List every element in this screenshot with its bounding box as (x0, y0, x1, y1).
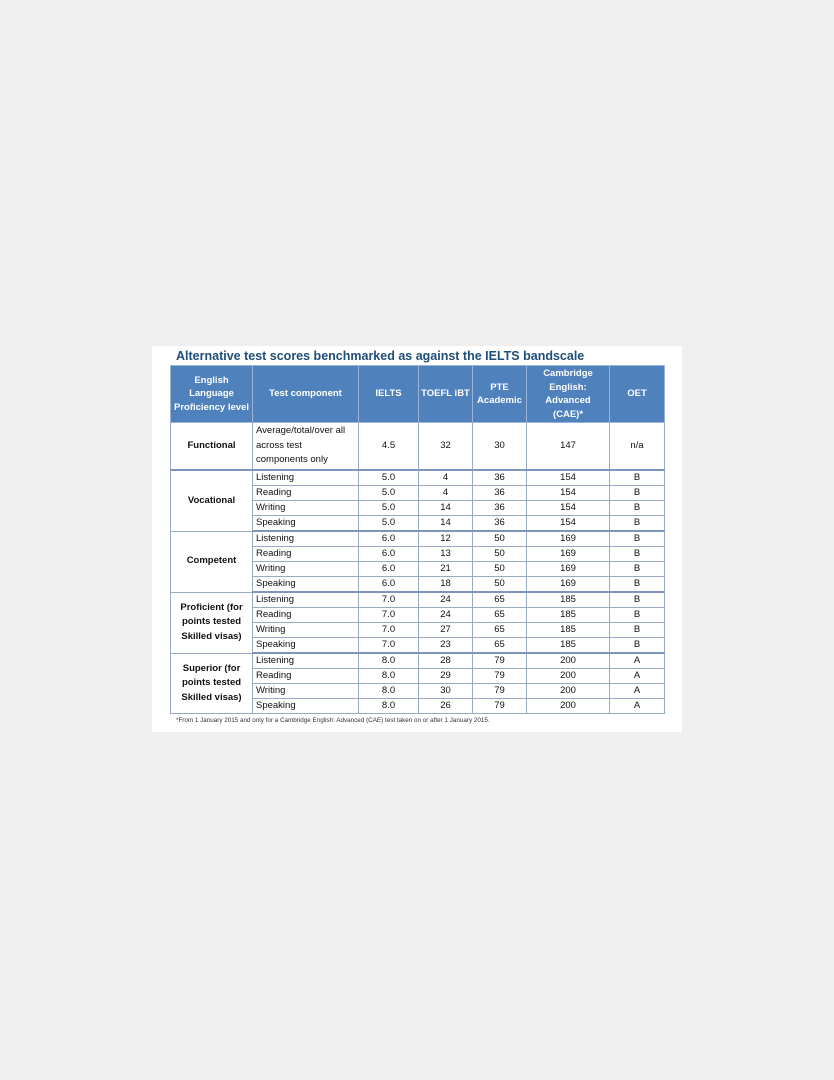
level-cell: Vocational (171, 470, 253, 531)
ielts-cell: 5.0 (359, 516, 419, 532)
cae-cell: 185 (527, 638, 610, 654)
header-oet: OET (610, 366, 665, 423)
ielts-cell: 8.0 (359, 684, 419, 699)
oet-cell: B (610, 623, 665, 638)
header-pte: PTE Academic (473, 366, 527, 423)
toefl-cell: 28 (419, 653, 473, 669)
pte-cell: 50 (473, 547, 527, 562)
ielts-cell: 8.0 (359, 669, 419, 684)
table-title: Alternative test scores benchmarked as against the IELTS bandscale (176, 349, 585, 363)
ielts-cell: 5.0 (359, 486, 419, 501)
table-row (171, 470, 665, 486)
oet-cell: B (610, 608, 665, 623)
pte-cell: 50 (473, 531, 527, 547)
header-cae: Cambridge English: Advanced (CAE)* (527, 366, 610, 423)
toefl-cell: 14 (419, 516, 473, 532)
oet-cell: A (610, 653, 665, 669)
pte-cell: 36 (473, 470, 527, 486)
ielts-cell: 6.0 (359, 531, 419, 547)
cae-cell: 154 (527, 486, 610, 501)
oet-cell: B (610, 562, 665, 577)
footnote: *From 1 January 2015 and only for a Cambridge English: Advanced (CAE) test taken on or after 1 January 2015. (176, 717, 490, 724)
ielts-cell: 8.0 (359, 653, 419, 669)
ielts-cell: 6.0 (359, 562, 419, 577)
level-cell: Superior (for points tested Skilled visas) (171, 653, 253, 714)
ielts-cell: 5.0 (359, 501, 419, 516)
cae-cell: 169 (527, 562, 610, 577)
oet-cell: B (610, 577, 665, 593)
component-cell: Speaking (253, 699, 359, 714)
component-cell: Speaking (253, 638, 359, 654)
cae-cell: 154 (527, 501, 610, 516)
component-cell: Reading (253, 608, 359, 623)
pte-cell: 79 (473, 699, 527, 714)
toefl-cell: 21 (419, 562, 473, 577)
toefl-cell: 23 (419, 638, 473, 654)
pte-cell: 50 (473, 562, 527, 577)
ielts-cell: 6.0 (359, 547, 419, 562)
ielts-cell: 7.0 (359, 638, 419, 654)
oet-cell: A (610, 684, 665, 699)
toefl-cell: 32 (419, 423, 473, 471)
table-row (171, 653, 665, 669)
ielts-cell: 8.0 (359, 699, 419, 714)
level-cell: Competent (171, 531, 253, 592)
ielts-cell: 7.0 (359, 623, 419, 638)
ielts-cell: 4.5 (359, 423, 419, 471)
cae-cell: 169 (527, 531, 610, 547)
header-ielts: IELTS (359, 366, 419, 423)
toefl-cell: 29 (419, 669, 473, 684)
toefl-cell: 27 (419, 623, 473, 638)
document-card (152, 346, 682, 732)
header-level: English Language Proficiency level (171, 366, 253, 423)
ielts-cell: 5.0 (359, 470, 419, 486)
pte-cell: 65 (473, 638, 527, 654)
component-cell: Writing (253, 684, 359, 699)
level-cell: Functional (171, 423, 253, 471)
oet-cell: B (610, 547, 665, 562)
cae-cell: 185 (527, 592, 610, 608)
toefl-cell: 4 (419, 470, 473, 486)
toefl-cell: 13 (419, 547, 473, 562)
cae-cell: 154 (527, 516, 610, 532)
cae-cell: 147 (527, 423, 610, 471)
component-cell: Writing (253, 623, 359, 638)
component-cell: Reading (253, 669, 359, 684)
toefl-cell: 26 (419, 699, 473, 714)
level-cell: Proficient (for points tested Skilled visas) (171, 592, 253, 653)
cae-cell: 185 (527, 623, 610, 638)
component-cell: Average/total/over all across test components only (253, 423, 359, 471)
component-cell: Listening (253, 531, 359, 547)
table-row-functional (171, 423, 665, 471)
pte-cell: 36 (473, 486, 527, 501)
toefl-cell: 12 (419, 531, 473, 547)
pte-cell: 79 (473, 684, 527, 699)
cae-cell: 154 (527, 470, 610, 486)
cae-cell: 200 (527, 669, 610, 684)
toefl-cell: 18 (419, 577, 473, 593)
component-cell: Listening (253, 592, 359, 608)
oet-cell: B (610, 531, 665, 547)
oet-cell: B (610, 638, 665, 654)
component-cell: Listening (253, 470, 359, 486)
toefl-cell: 14 (419, 501, 473, 516)
cae-cell: 169 (527, 577, 610, 593)
oet-cell: B (610, 470, 665, 486)
cae-cell: 200 (527, 699, 610, 714)
toefl-cell: 30 (419, 684, 473, 699)
oet-cell: B (610, 501, 665, 516)
ielts-cell: 6.0 (359, 577, 419, 593)
pte-cell: 36 (473, 516, 527, 532)
pte-cell: 65 (473, 592, 527, 608)
pte-cell: 65 (473, 608, 527, 623)
component-cell: Reading (253, 547, 359, 562)
component-cell: Reading (253, 486, 359, 501)
cae-cell: 169 (527, 547, 610, 562)
toefl-cell: 24 (419, 608, 473, 623)
score-table (170, 365, 665, 714)
component-cell: Writing (253, 501, 359, 516)
pte-cell: 65 (473, 623, 527, 638)
oet-cell: B (610, 592, 665, 608)
pte-cell: 79 (473, 653, 527, 669)
oet-cell: A (610, 669, 665, 684)
component-cell: Writing (253, 562, 359, 577)
oet-cell: A (610, 699, 665, 714)
toefl-cell: 4 (419, 486, 473, 501)
toefl-cell: 24 (419, 592, 473, 608)
pte-cell: 36 (473, 501, 527, 516)
pte-cell: 79 (473, 669, 527, 684)
oet-cell: B (610, 486, 665, 501)
ielts-cell: 7.0 (359, 608, 419, 623)
pte-cell: 30 (473, 423, 527, 471)
header-toefl: TOEFL iBT (419, 366, 473, 423)
cae-cell: 185 (527, 608, 610, 623)
header-component: Test component (253, 366, 359, 423)
cae-cell: 200 (527, 653, 610, 669)
table-row (171, 592, 665, 608)
component-cell: Speaking (253, 577, 359, 593)
component-cell: Listening (253, 653, 359, 669)
pte-cell: 50 (473, 577, 527, 593)
cae-cell: 200 (527, 684, 610, 699)
ielts-cell: 7.0 (359, 592, 419, 608)
component-cell: Speaking (253, 516, 359, 532)
table-row (171, 531, 665, 547)
oet-cell: B (610, 516, 665, 532)
header-row (171, 366, 665, 423)
oet-cell: n/a (610, 423, 665, 471)
